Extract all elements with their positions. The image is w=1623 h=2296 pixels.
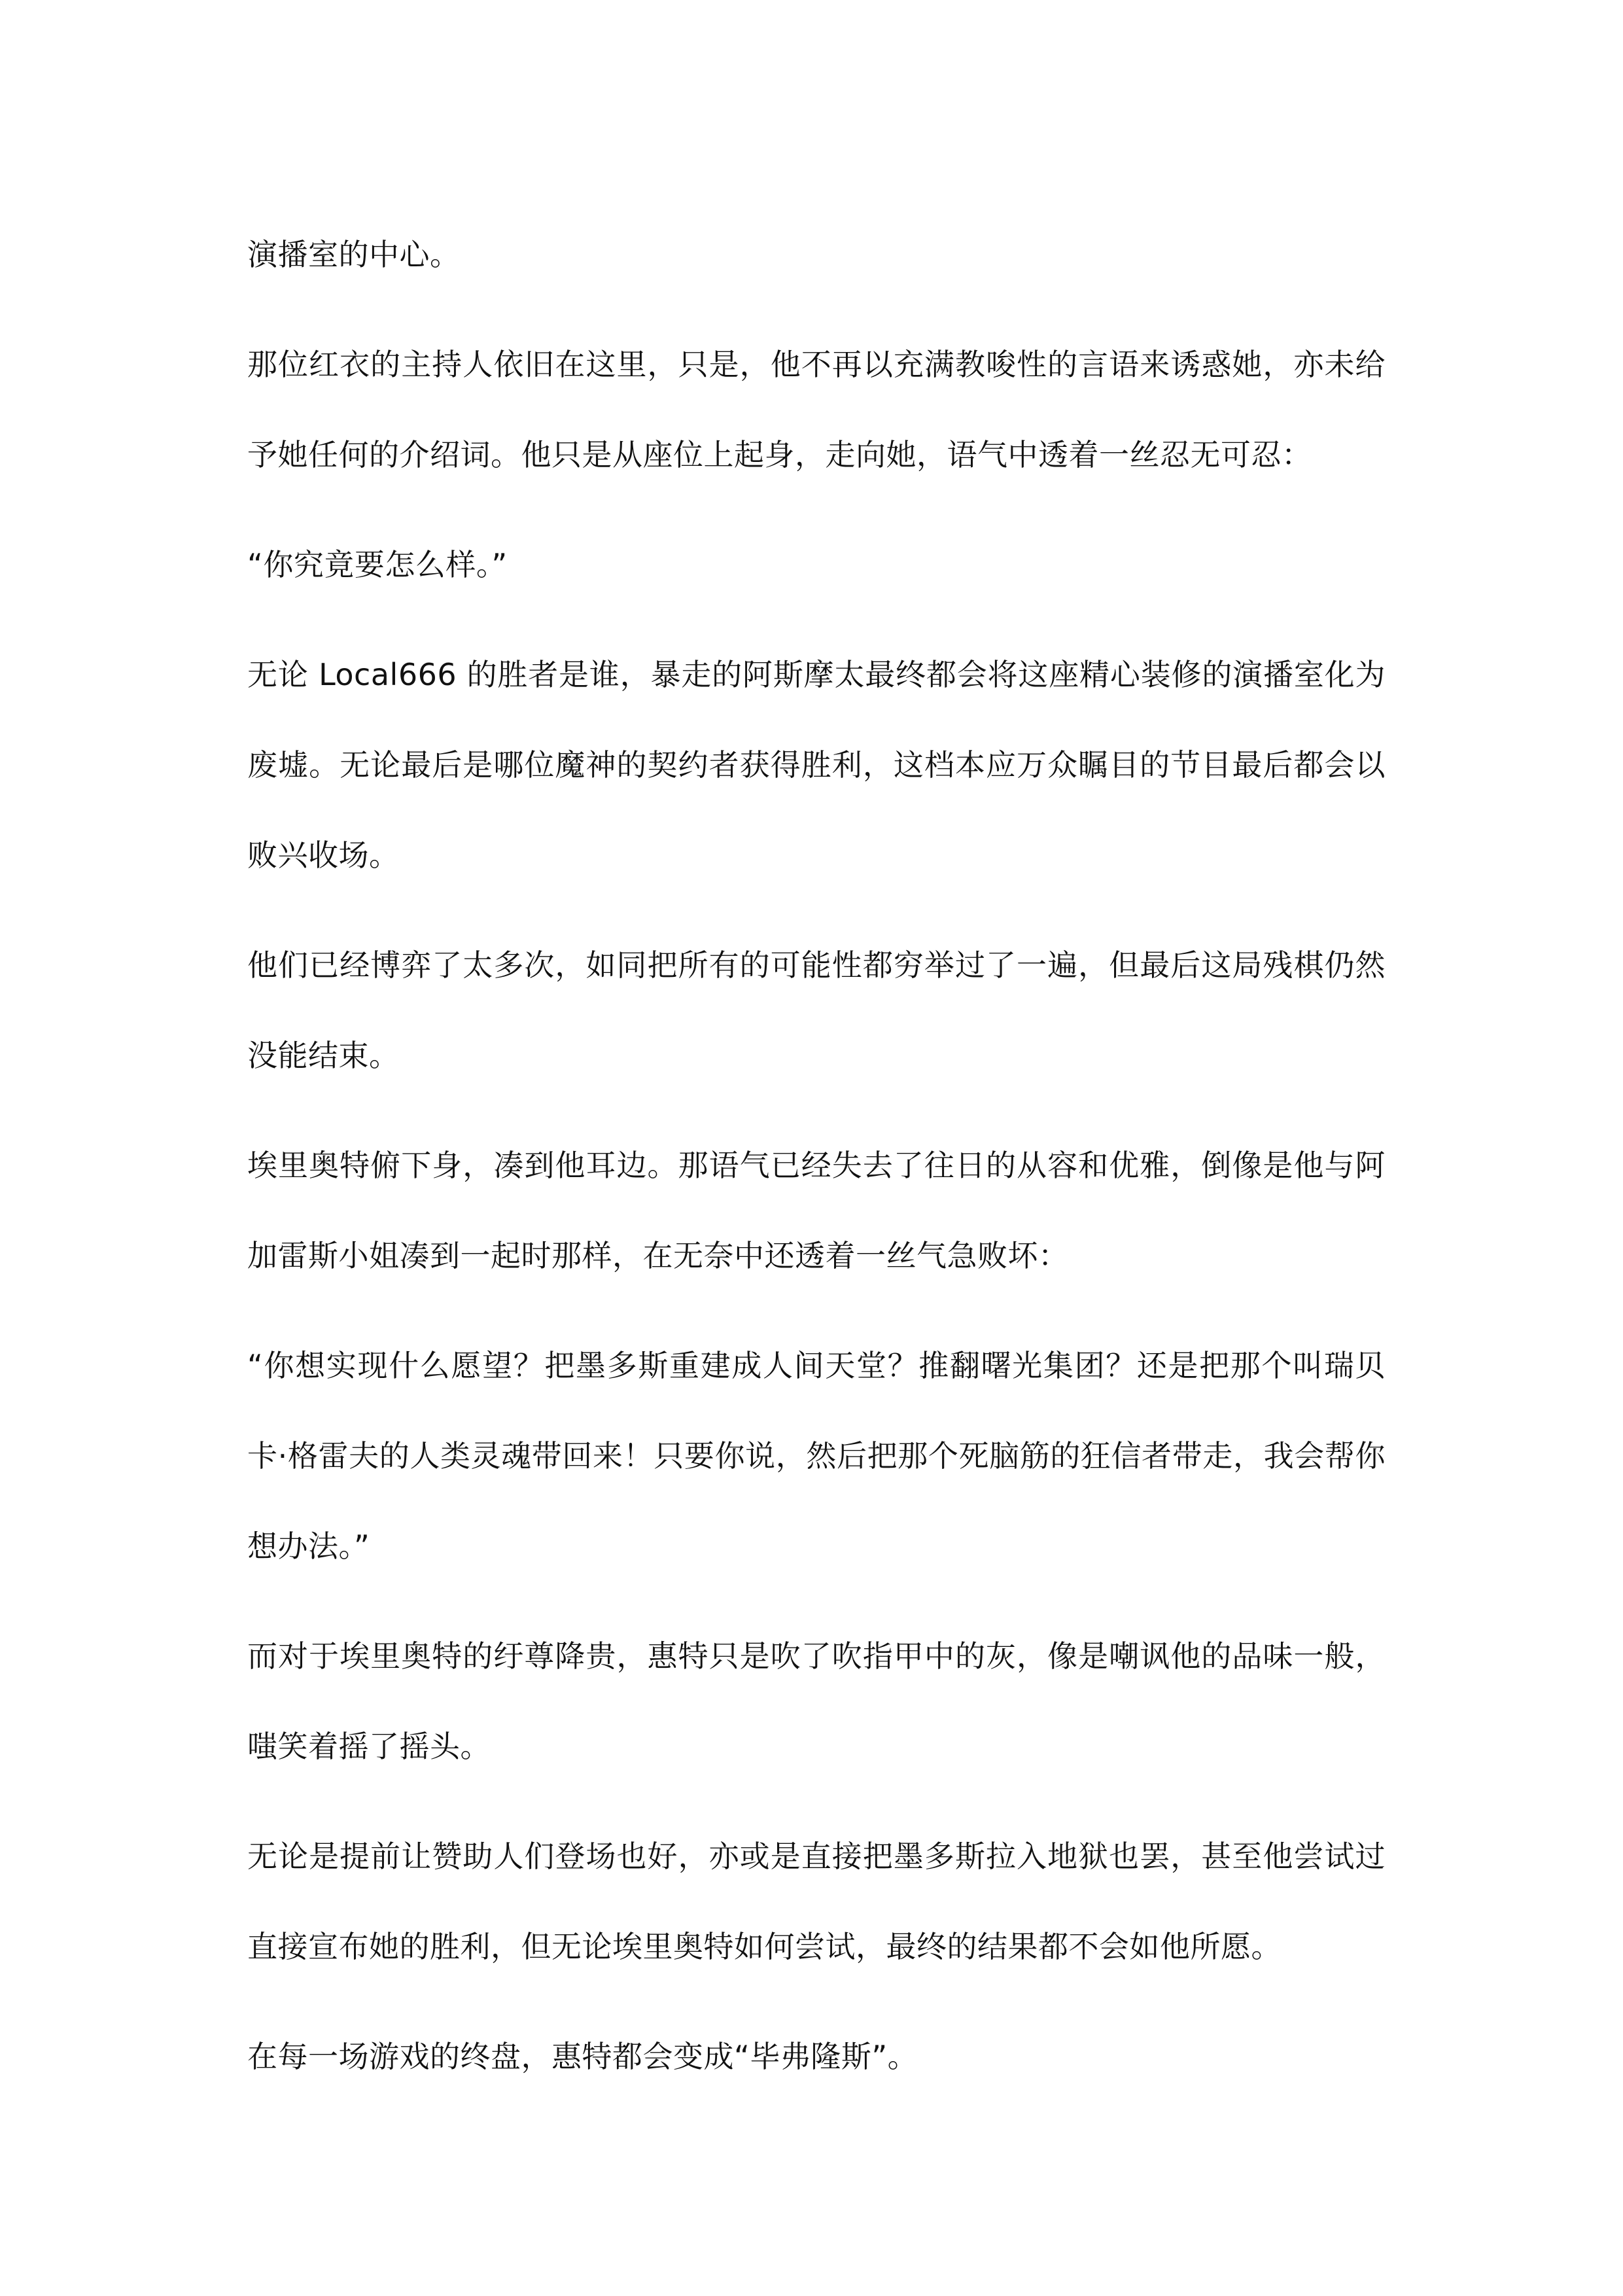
- paragraph-6: 埃里奥特俯下身，凑到他耳边。那语气已经失去了往日的从容和优雅，倒像是他与阿加雷斯小姐凑到一起时那样，在无奈中还透着一丝气急败坏：: [247, 1148, 1386, 1273]
- paragraph-4: 无论 Local666 的胜者是谁，暴走的阿斯摩太最终都会将这座精心装修的演播室化为废墟。无论最后是哪位魔神的契约者获得胜利，这档本应万众瞩目的节目最后都会以败兴收场。: [247, 657, 1386, 873]
- paragraph-10: 在每一场游戏的终盘，惠特都会变成“毕弗隆斯”。: [247, 2039, 918, 2074]
- paragraph-8: 而对于埃里奥特的纡尊降贵，惠特只是吹了吹指甲中的灰，像是嘲讽他的品味一般，嗤笑着摇了摇头。: [247, 1638, 1386, 1764]
- paragraph-1: 演播室的中心。: [247, 237, 461, 272]
- paragraph-9: 无论是提前让赞助人们登场也好，亦或是直接把墨多斯拉入地狱也罢，甚至他尝试过直接宣布她的胜利，但无论埃里奥特如何尝试，最终的结果都不会如他所愿。: [247, 1839, 1386, 1964]
- paragraph-7: “你想实现什么愿望？把墨多斯重建成人间天堂？推翻曙光集团？还是把那个叫瑞贝卡·格雷夫的人类灵魂带回来！只要你说，然后把那个死脑筋的狂信者带走，我会帮你想办法。”: [247, 1348, 1386, 1564]
- paragraph-3: “你究竟要怎么样。”: [247, 547, 508, 582]
- paragraph-2: 那位红衣的主持人依旧在这里，只是，他不再以充满教唆性的言语来诱惑她，亦未给予她任何的介绍词。他只是从座位上起身，走向她，语气中透着一丝忍无可忍：: [247, 347, 1386, 472]
- paragraph-5: 他们已经博弈了太多次，如同把所有的可能性都穷举过了一遍，但最后这局残棋仍然没能结束。: [247, 947, 1386, 1073]
- body-text: [247, 209, 1386, 2121]
